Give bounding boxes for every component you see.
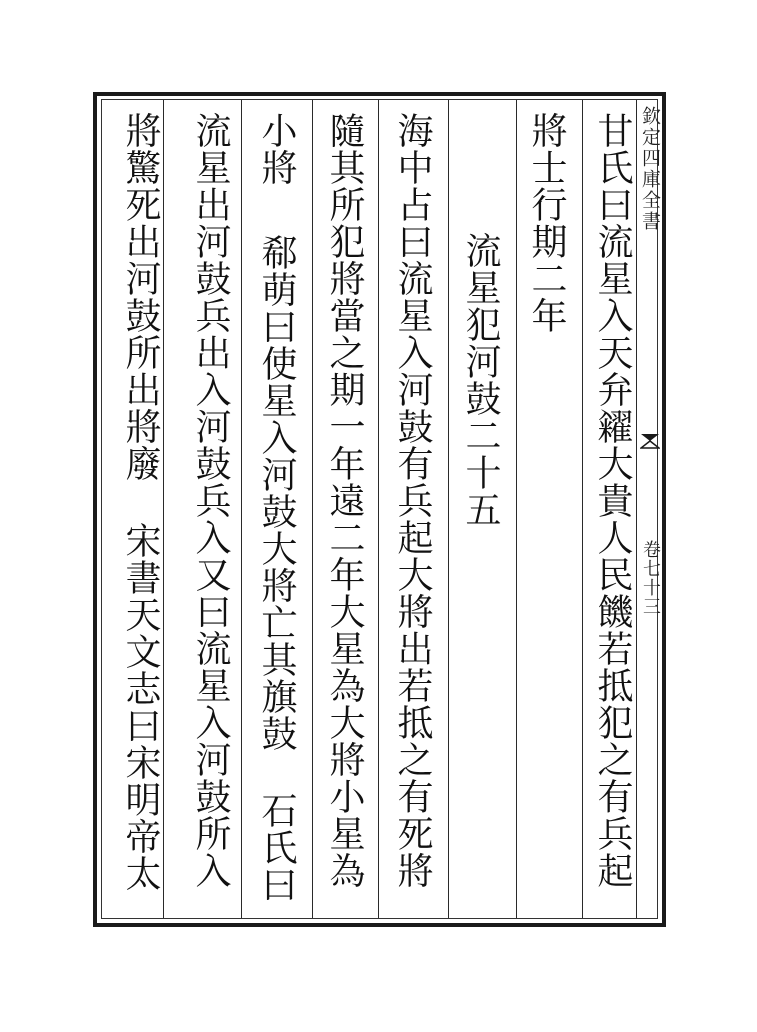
column-rule (448, 100, 449, 918)
column-text: 隨其所犯將當之期一年遠二年大星為大將小星為 (324, 112, 365, 889)
page-inner-border (101, 99, 658, 919)
column-text-tail: 宋書天文志曰宋明帝太 (120, 522, 161, 892)
text-column-4 (388, 112, 436, 912)
commentary-text: 郗萌曰使星入河鼓大將亡其旗鼓 (256, 234, 297, 752)
section-heading-column (456, 112, 504, 1032)
text-column-7 (186, 112, 234, 912)
column-rule (582, 100, 583, 918)
section-heading: 流星犯河鼓二十五 (460, 232, 501, 528)
text-column-1 (588, 112, 636, 912)
column-text: 海中占曰流星入河鼓有兵起大將出若抵之有死將 (392, 112, 433, 889)
column-rule (241, 100, 242, 918)
column-rule (312, 100, 313, 918)
fish-tail-icon (640, 432, 660, 450)
column-text: 小將 (256, 112, 297, 186)
column-rule (516, 100, 517, 918)
margin-rule (636, 100, 637, 918)
text-column-6 (252, 112, 300, 912)
text-column-2 (522, 112, 570, 912)
text-column-8 (116, 112, 164, 912)
volume-number: 卷七十三 (640, 540, 661, 616)
column-text: 將士行期二年 (526, 112, 567, 334)
column-text: 流星出河鼓兵出入河鼓兵入又曰流星入河鼓所入 (190, 112, 231, 889)
text-column-5 (320, 112, 368, 912)
column-text-tail: 石氏曰 (256, 792, 297, 903)
column-text: 將驚死出河鼓所出將廢 (120, 112, 161, 482)
book-title: 欽定四庫全書 (639, 106, 661, 232)
column-rule (378, 100, 379, 918)
book-margin (638, 100, 662, 918)
column-text: 甘氏曰流星入天弁糴大貴人民饑若抵犯之有兵起 (592, 112, 633, 889)
